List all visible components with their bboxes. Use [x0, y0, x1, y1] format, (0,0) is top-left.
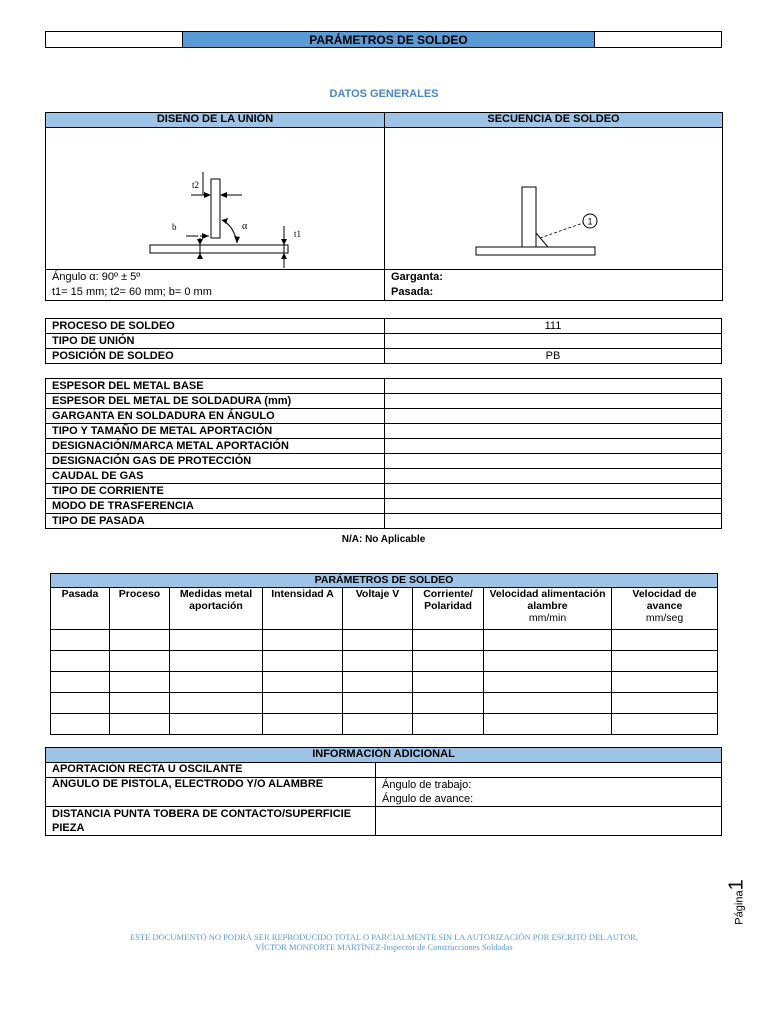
label-alpha: α	[242, 221, 248, 232]
joint-design-drawing-cell	[46, 128, 385, 270]
table-row	[46, 514, 722, 529]
params-col-header: Corriente/ Polaridad	[413, 588, 484, 630]
info-table	[45, 747, 722, 836]
params-col-header: Velocidad alimentación alambre mm/min	[484, 588, 612, 630]
params-col-header: Velocidad de avance mm/seg	[612, 588, 718, 630]
params-col-header: Proceso	[110, 588, 170, 630]
table-row	[46, 469, 722, 484]
table-row	[46, 334, 722, 349]
footer-author: VÍCTOR MONFORTE MARTÍNEZ-Inspector de Construcciones Soldadas	[255, 942, 513, 952]
params-col-header: Intensidad A	[263, 588, 343, 630]
position-label: POSICIÓN DE SOLDEO	[46, 349, 385, 364]
params-table	[50, 573, 718, 735]
design-header: DISEÑO DE LA UNIÓN	[46, 113, 385, 128]
table-row	[46, 424, 722, 439]
table-row	[46, 439, 722, 454]
title-left-cell	[46, 32, 183, 48]
table-row	[51, 672, 718, 693]
info-row-label: ÁNGULO DE PISTOLA, ELECTRODO Y/O ALAMBRE	[46, 778, 376, 807]
metal-row-label: CAUDAL DE GAS	[46, 469, 385, 484]
table-row	[51, 714, 718, 735]
info-row-value	[376, 807, 722, 836]
table-row	[46, 484, 722, 499]
table-row	[46, 319, 722, 334]
sequence-info-cell	[385, 270, 723, 301]
label-t2: t2	[192, 180, 200, 190]
label-t1: t1	[294, 229, 302, 239]
page-label: Página	[733, 890, 746, 925]
pasada-label: Pasada:	[391, 286, 434, 298]
weld-sequence-drawing-cell	[385, 128, 723, 270]
joint-design-drawing	[46, 128, 384, 269]
metal-row-value	[385, 409, 722, 424]
metal-row-value	[385, 499, 722, 514]
title-table	[45, 31, 722, 48]
info-row-value	[376, 778, 722, 807]
table-row	[51, 693, 718, 714]
info-row-label: APORTACIÓN RECTA U OSCILANTE	[46, 763, 376, 778]
process-table	[45, 318, 722, 364]
metal-row-label: ESPESOR DEL METAL DE SOLDADURA (mm)	[46, 394, 385, 409]
metal-row-label: DESIGNACIÓN GAS DE PROTECCIÓN	[46, 454, 385, 469]
work-angle-label: Ángulo de trabajo:	[382, 779, 472, 791]
info-row-value	[376, 763, 722, 778]
table-row	[46, 778, 722, 807]
metal-row-value	[385, 394, 722, 409]
metal-row-label: TIPO DE PASADA	[46, 514, 385, 529]
joint-dimensions-cell	[46, 270, 385, 301]
metal-row-value	[385, 469, 722, 484]
joint-type-label: TIPO DE UNIÓN	[46, 334, 385, 349]
metal-row-value	[385, 514, 722, 529]
table-row	[46, 409, 722, 424]
process-label: PROCESO DE SOLDEO	[46, 319, 385, 334]
travel-angle-label: Ángulo de avance:	[382, 793, 474, 805]
dims-text: t1= 15 mm; t2= 60 mm; b= 0 mm	[52, 286, 212, 298]
metal-row-label: GARGANTA EN SOLDADURA EN ÁNGULO	[46, 409, 385, 424]
footer-copyright: ESTE DOCUMENTO NO PODRÁ SER REPRODUCIDO TOTAL O PARCIALMENTE SIN LA AUTORIZACIÓN POR ESCRITO DEL AUTOR.	[130, 932, 638, 942]
joint-type-value	[385, 334, 722, 349]
table-row	[51, 651, 718, 672]
na-note: N/A: No Aplicable	[341, 534, 426, 545]
metal-row-value	[385, 439, 722, 454]
table-row	[46, 394, 722, 409]
table-row	[46, 454, 722, 469]
params-col-header: Voltaje V	[343, 588, 413, 630]
page-number	[722, 872, 752, 932]
design-table	[45, 112, 723, 301]
metal-row-label: ESPESOR DEL METAL BASE	[46, 379, 385, 394]
page-number-value: 1	[725, 879, 748, 891]
table-row	[46, 379, 722, 394]
weld-sequence-drawing	[385, 128, 722, 269]
params-col-header: Pasada	[51, 588, 110, 630]
sequence-header: SECUENCIA DE SOLDEO	[385, 113, 723, 128]
metal-row-label: MODO DE TRASFERENCIA	[46, 499, 385, 514]
process-value: 111	[385, 319, 722, 334]
metal-row-label: TIPO DE CORRIENTE	[46, 484, 385, 499]
table-row	[46, 349, 722, 364]
footer	[0, 932, 768, 952]
table-row	[46, 807, 722, 836]
params-title: PARÁMETROS DE SOLDEO	[51, 574, 718, 588]
section-title-datos-generales: DATOS GENERALES	[329, 88, 439, 100]
angle-text: Ángulo α: 90º ± 5º	[52, 271, 141, 283]
metal-row-value	[385, 454, 722, 469]
table-row	[46, 499, 722, 514]
metal-table	[45, 378, 722, 529]
table-row	[46, 763, 722, 778]
metal-row-value	[385, 379, 722, 394]
garganta-label: Garganta:	[391, 271, 443, 283]
params-header-row	[51, 588, 718, 630]
params-col-header: Medidas metal aportación	[170, 588, 263, 630]
info-row-label: DISTANCIA PUNTA TOBERA DE CONTACTO/SUPERFICIE PIEZA	[46, 807, 376, 836]
sequence-number: 1	[587, 216, 593, 227]
table-row	[51, 630, 718, 651]
metal-row-value	[385, 424, 722, 439]
label-b: b	[172, 222, 177, 232]
metal-row-label: DESIGNACIÓN/MARCA METAL APORTACIÓN	[46, 439, 385, 454]
info-title: INFORMACIÓN ADICIONAL	[46, 748, 722, 763]
position-value: PB	[385, 349, 722, 364]
metal-row-label: TIPO Y TAMAÑO DE METAL APORTACIÓN	[46, 424, 385, 439]
page-title: PARÁMETROS DE SOLDEO	[183, 32, 595, 48]
metal-row-value	[385, 484, 722, 499]
title-right-cell	[595, 32, 722, 48]
